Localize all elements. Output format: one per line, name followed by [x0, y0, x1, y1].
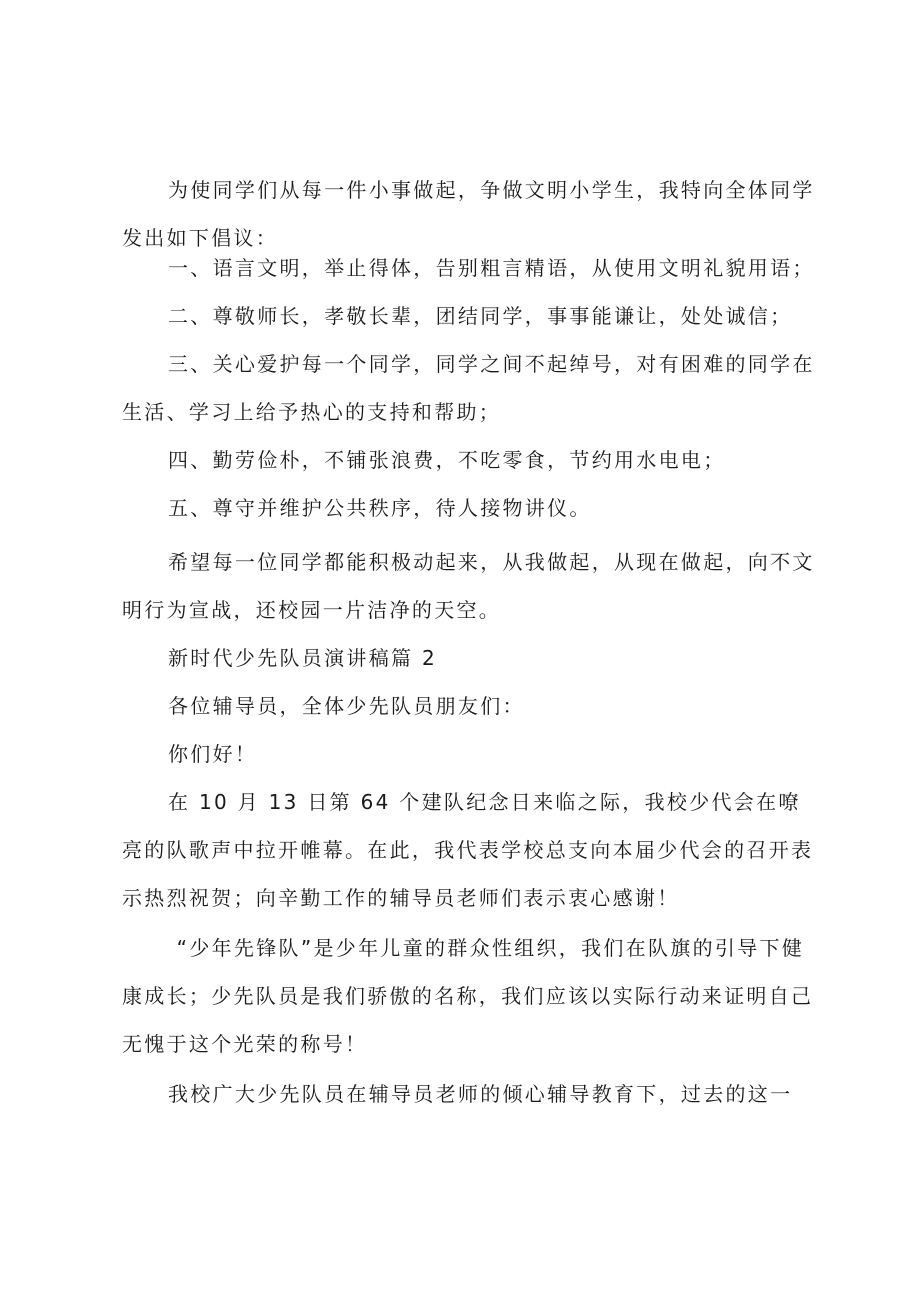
- paragraph-item-one: 一、语言文明，举止得体，告别粗言精语，从使用文明礼貌用语；: [168, 256, 815, 280]
- paragraph-greeting: 你们好！: [168, 742, 258, 766]
- paragraph-pioneers-description: “少年先锋队”是少年儿童的群众性组织，我们在队旗的引导下健康成长；少先队员是我们骄傲的名称，我们应该以实际行动来证明自己无愧于这个光荣的称号！: [122, 936, 814, 1056]
- section-title: 新时代少先队员演讲稿篇 2: [168, 646, 437, 670]
- paragraph-continuation: 我校广大少先队员在辅导员老师的倾心辅导教育下，过去的这一: [168, 1082, 793, 1106]
- paragraph-salutation: 各位辅导员，全体少先队员朋友们：: [168, 694, 525, 718]
- paragraph-closing-hope: 希望每一位同学都能积极动起来，从我做起，从现在做起，向不文明行为宣战，还校园一片洁净的天空。: [122, 550, 815, 622]
- paragraph-item-two: 二、尊敬师长，孝敬长辈，团结同学，事事能谦让，处处诚信；: [168, 304, 793, 328]
- paragraph-item-five: 五、尊守并维护公共秩序，待人接物讲仪。: [168, 496, 592, 520]
- paragraph-item-three: 三、关心爱护每一个同学，同学之间不起绰号，对有困难的同学在生活、学习上给予热心的支持和帮助；: [122, 352, 815, 424]
- paragraph-item-four: 四、勤劳俭朴，不铺张浪费，不吃零食，节约用水电电；: [168, 448, 726, 472]
- paragraph-proposal-intro: 为使同学们从每一件小事做起，争做文明小学生，我特向全体同学发出如下倡议：: [122, 178, 815, 250]
- paragraph-opening-speech: 在 10 月 13 日第 64 个建队纪念日来临之际，我校少代会在嘹亮的队歌声中拉开帷幕。在此，我代表学校总支向本届少代会的召开表示热烈祝贺；向辛勤工作的辅导员老师们表示衷心感谢！: [122, 790, 814, 910]
